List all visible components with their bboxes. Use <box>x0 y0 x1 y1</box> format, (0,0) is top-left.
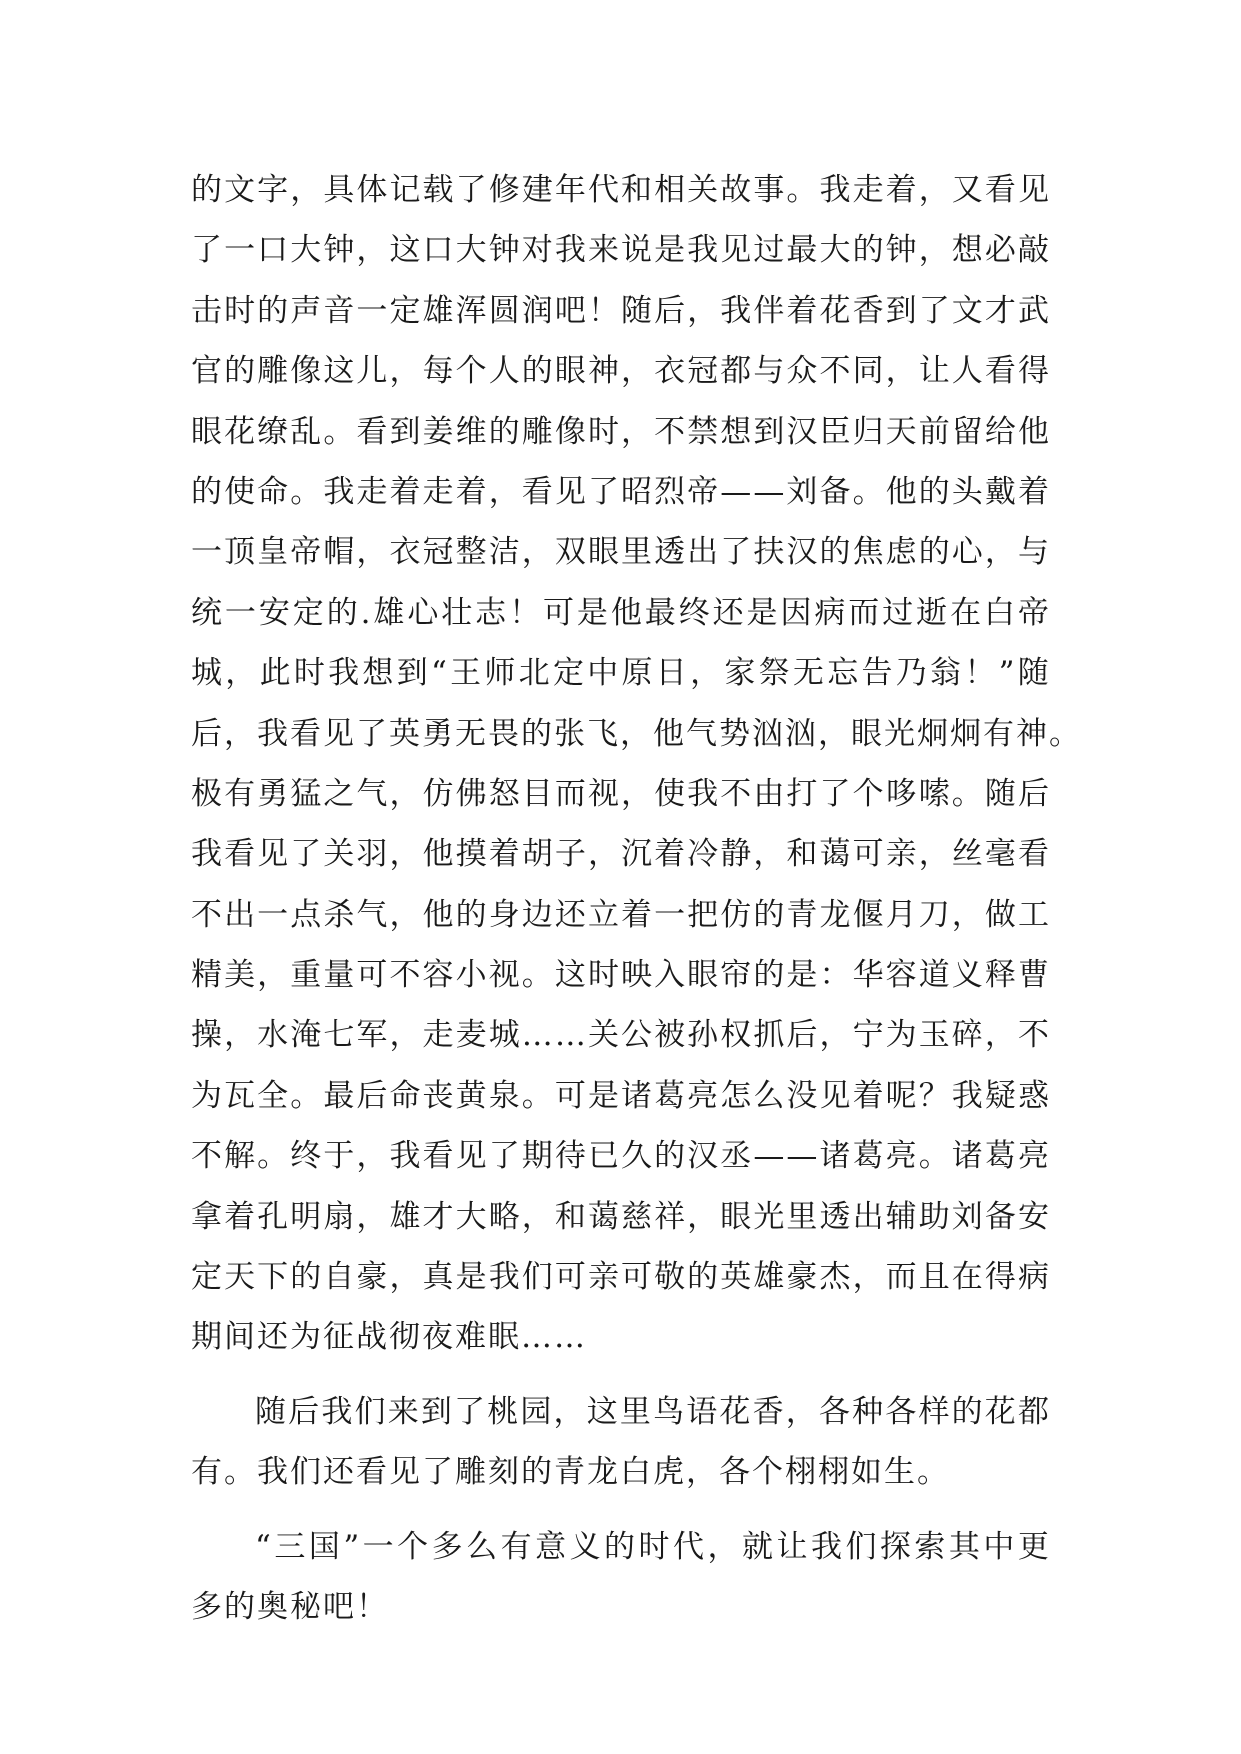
text-line: 操 ， 水 淹 七 军 ， 走 麦 城 … … 关 公 被 孙 权 抓 后 ， 宁 为 玉 碎 ， 不 <box>191 1017 1051 1054</box>
paragraph-3-line-1: “ 三 国 ” 一 个 多 么 有 意 义 的 时 代 ， 就 让 我 们 探 索 其 中 更 <box>255 1528 1051 1565</box>
text-line: 我 看 见 了 关 羽 ， 他 摸 着 胡 子 ， 沉 着 冷 静 ， 和 蔼 可 亲 ， 丝 毫 看 <box>191 836 1051 873</box>
text-line: 眼 花 缭 乱 。 看 到 姜 维 的 雕 像 时 ， 不 禁 想 到 汉 臣 归 天 前 留 给 他 <box>191 413 1051 450</box>
text-line: 极 有 勇 猛 之 气 ， 仿 佛 怒 目 而 视 ， 使 我 不 由 打 了 个 哆 嗦 。 随 后 <box>191 775 1051 812</box>
essay-body <box>191 160 1082 1637</box>
text-line: 不 出 一 点 杀 气 ， 他 的 身 边 还 立 着 一 把 仿 的 青 龙 偃 月 刀 ， 做 工 <box>191 896 1051 933</box>
text-line: 后 ， 我 看 见 了 英 勇 无 畏 的 张 飞 ， 他 气 势 汹 汹 ， 眼 光 炯 炯 有 神 。 <box>191 715 1082 752</box>
paragraph-2-line-1: 随 后 我 们 来 到 了 桃 园 ， 这 里 鸟 语 花 香 ， 各 种 各 样 的 花 都 <box>255 1393 1051 1430</box>
paragraph-3-line-2: 多的奥秘吧！ <box>191 1588 389 1625</box>
text-line: 期间还为征战彻夜难眠…… <box>191 1319 587 1356</box>
paragraph-gap <box>191 1368 1051 1382</box>
text-line: 的 使 命 。 我 走 着 走 着 ， 看 见 了 昭 烈 帝 — — 刘 备 。 他 的 头 戴 着 <box>191 473 1051 510</box>
text-line: 官 的 雕 像 这 儿 ， 每 个 人 的 眼 神 ， 衣 冠 都 与 众 不 同 ， 让 人 看 得 <box>191 353 1051 390</box>
text-line: 拿 着 孔 明 扇 ， 雄 才 大 略 ， 和 蔼 慈 祥 ， 眼 光 里 透 出 辅 助 刘 备 安 <box>191 1198 1051 1235</box>
text-line: 了 一 口 大 钟 ， 这 口 大 钟 对 我 来 说 是 我 见 过 最 大 的 钟 ， 想 必 敲 <box>191 232 1051 269</box>
paragraph-gap <box>191 1503 1051 1517</box>
text-line: 击 时 的 声 音 一 定 雄 浑 圆 润 吧 ！ 随 后 ， 我 伴 着 花 香 到 了 文 才 武 <box>191 292 1051 329</box>
paragraph-2-line-2: 有。我们还看见了雕刻的青龙白虎，各个栩栩如生。 <box>191 1454 950 1491</box>
text-line: 精 美 ， 重 量 可 不 容 小 视 。 这 时 映 入 眼 帘 的 是 ： 华 容 道 义 释 曹 <box>191 957 1051 994</box>
text-line: 为 瓦 全 。 最 后 命 丧 黄 泉 。 可 是 诸 葛 亮 怎 么 没 见 着 呢 ？ 我 疑 惑 <box>191 1077 1051 1114</box>
text-line: 一 顶 皇 帝 帽 ， 衣 冠 整 洁 ， 双 眼 里 透 出 了 扶 汉 的 焦 虑 的 心 ， 与 <box>191 534 1051 571</box>
text-line: 的 文 字 ， 具 体 记 载 了 修 建 年 代 和 相 关 故 事 。 我 走 着 ， 又 看 见 <box>191 172 1051 208</box>
text-line: 统 一 安 定 的 . 雄 心 壮 志 ！ 可 是 他 最 终 还 是 因 病 而 过 逝 在 白 帝 <box>191 594 1051 631</box>
text-line: 不 解 。 终 于 ， 我 看 见 了 期 待 已 久 的 汉 丞 — — 诸 葛 亮 。 诸 葛 亮 <box>191 1138 1051 1175</box>
text-line: 城 ， 此 时 我 想 到 “ 王 师 北 定 中 原 日 ， 家 祭 无 忘 告 乃 翁 ！ ” 随 <box>191 655 1051 692</box>
text-line: 定 天 下 的 自 豪 ， 真 是 我 们 可 亲 可 敬 的 英 雄 豪 杰 ， 而 且 在 得 病 <box>191 1259 1051 1296</box>
